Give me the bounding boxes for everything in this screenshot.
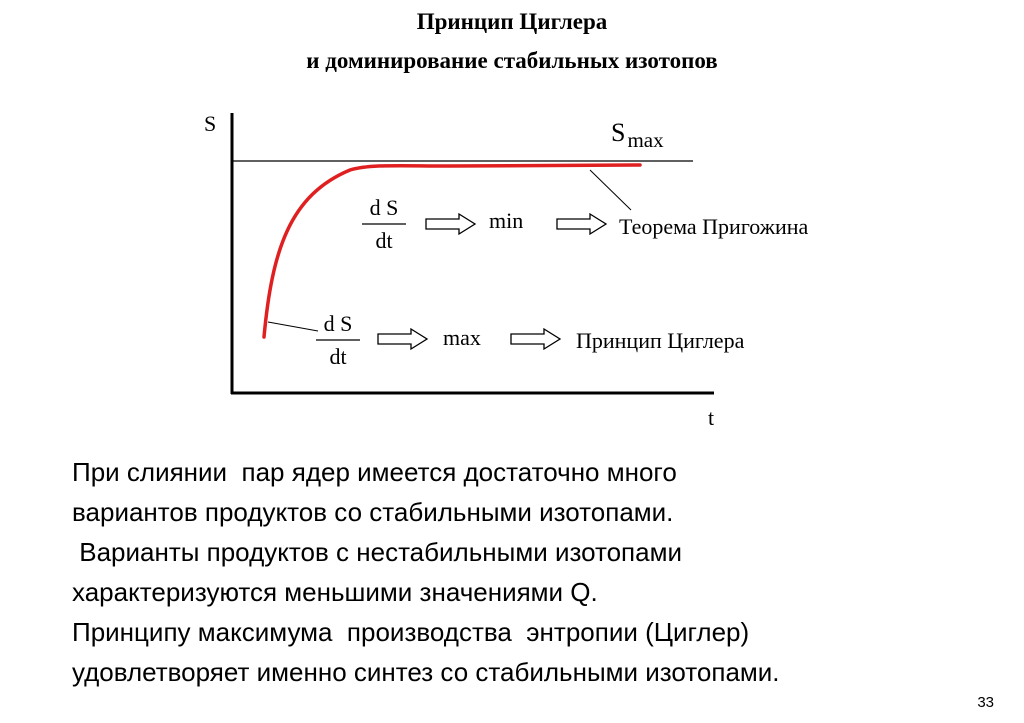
body-text — [72, 452, 972, 692]
x-axis-label: t — [708, 405, 715, 430]
lower-fraction-numerator: d S — [323, 311, 353, 336]
slide-title-line-2: и доминирование стабильных изотопов — [306, 48, 718, 73]
smax-label-s: S — [611, 118, 626, 147]
smax-label-subscript: max — [627, 128, 664, 152]
upper-fraction-denominator: dt — [375, 228, 393, 253]
upper-arrow-2-icon — [557, 214, 606, 234]
curve-pointer-line — [268, 322, 318, 331]
upper-relation — [362, 195, 809, 253]
page-number: 33 — [977, 694, 994, 711]
body-line-5: Принципу максимума производства энтропии (Циглер) — [72, 617, 750, 647]
smax-pointer-line — [590, 170, 631, 210]
lower-arrow-1-icon — [378, 329, 427, 349]
lower-relation — [316, 311, 745, 369]
body-line-4: характеризуются меньшими значениями Q. — [72, 577, 598, 607]
entropy-curve — [264, 165, 640, 337]
slide-title-line-1: Принцип Циглера — [416, 9, 608, 34]
lower-conclusion: Принцип Циглера — [576, 328, 745, 353]
body-line-2: вариантов продуктов со стабильными изотопами. — [72, 497, 674, 527]
lower-arrow-2-icon — [511, 329, 560, 349]
upper-conclusion: Теорема Пригожина — [619, 214, 809, 239]
lower-result: max — [443, 325, 481, 350]
body-line-3: Варианты продуктов с нестабильными изотопами — [72, 537, 682, 567]
body-line-1: При слиянии пар ядер имеется достаточно много — [72, 457, 677, 487]
upper-result: min — [489, 208, 524, 233]
smax-label — [611, 118, 664, 152]
upper-arrow-1-icon — [426, 214, 475, 234]
body-line-6: удовлетворяет именно синтез со стабильными изотопами. — [72, 657, 780, 687]
lower-fraction-denominator: dt — [329, 344, 347, 369]
upper-fraction-numerator: d S — [369, 195, 399, 220]
y-axis-label: S — [204, 111, 217, 136]
